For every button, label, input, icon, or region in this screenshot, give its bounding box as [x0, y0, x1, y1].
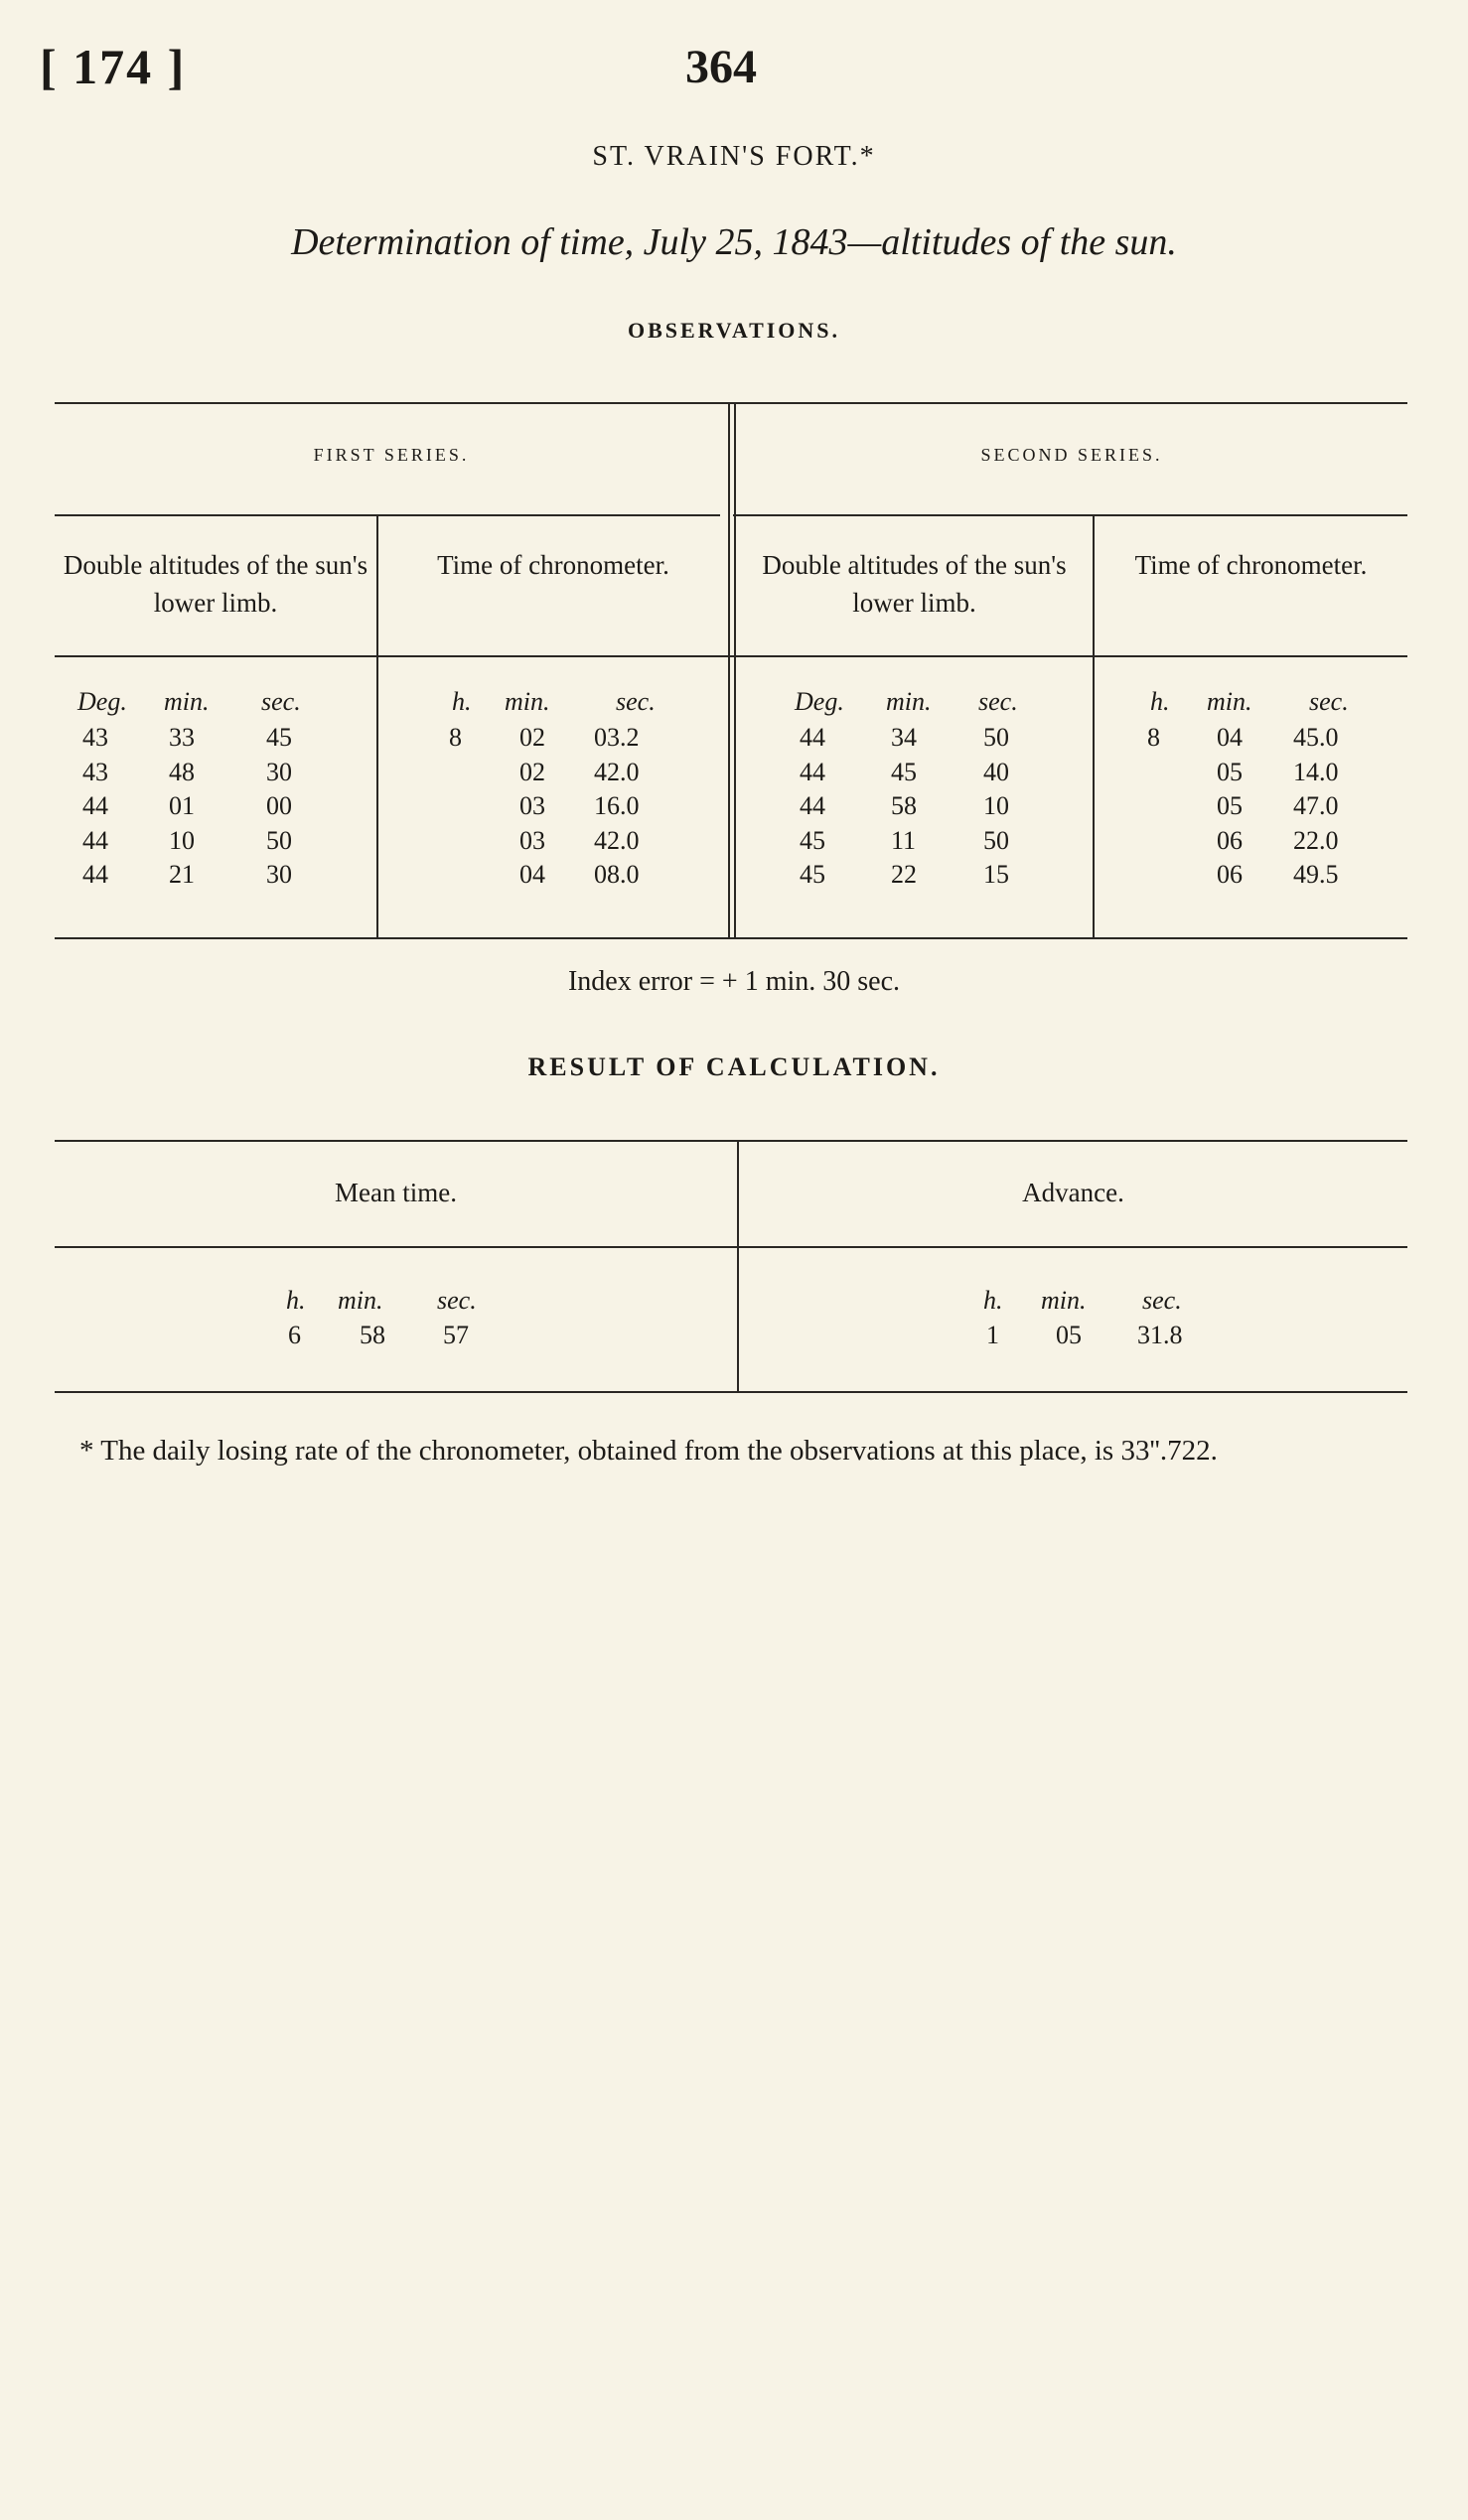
table-cell: 45	[800, 825, 825, 855]
table-cell: 45	[891, 757, 917, 786]
table-cell: 42.0	[594, 757, 640, 786]
advance-unit-sec: sec.	[1142, 1286, 1182, 1315]
table-cell: 01	[169, 791, 195, 820]
mean-time-header: Mean time.	[335, 1178, 457, 1207]
table-cell: 8	[449, 723, 462, 752]
table-cell: 30	[266, 757, 292, 786]
result-bottom-rule	[55, 1391, 1407, 1393]
unit-sec: sec.	[1309, 687, 1349, 716]
table-cell: 43	[82, 723, 108, 752]
table-cell: 22.0	[1293, 825, 1339, 855]
result-header-rule	[55, 1246, 1407, 1248]
table-cell: 44	[82, 860, 108, 889]
index-error: Index error = + 1 min. 30 sec.	[567, 966, 901, 997]
table-cell: 10	[169, 825, 195, 855]
unit-min: min.	[1207, 687, 1252, 716]
table-cell: 44	[800, 791, 825, 820]
table-cell: 45	[800, 860, 825, 889]
table-cell: 34	[891, 723, 917, 752]
unit-min: min.	[886, 687, 932, 716]
second-altitude-header: Double altitudes of the sun's lower limb.	[762, 550, 1067, 618]
page-bracket-number: [ 174 ]	[40, 39, 187, 94]
table-cell: 21	[169, 860, 195, 889]
result-heading: RESULT OF CALCULATION.	[527, 1052, 941, 1081]
mean-min: 58	[360, 1321, 385, 1349]
table-cell: 44	[800, 757, 825, 786]
table-cell: 16.0	[594, 791, 640, 820]
first-altitude-header: Double altitudes of the sun's lower limb.	[63, 550, 368, 618]
table-cell: 42.0	[594, 825, 640, 855]
table-cell: 48	[169, 757, 195, 786]
mean-sec: 57	[443, 1321, 469, 1349]
table-cell: 44	[82, 791, 108, 820]
table-cell: 47.0	[1293, 791, 1339, 820]
table-cell: 00	[266, 791, 292, 820]
unit-h: h.	[1150, 687, 1170, 716]
table-cell: 45.0	[1293, 723, 1339, 752]
table-cell: 50	[266, 825, 292, 855]
table-cell: 8	[1147, 723, 1160, 752]
mean-h: 6	[288, 1321, 301, 1349]
table-cell: 05	[1217, 757, 1243, 786]
advance-unit-h: h.	[983, 1286, 1003, 1315]
unit-deg: Deg.	[77, 687, 127, 716]
table-cell: 06	[1217, 860, 1243, 889]
page-subtitle: Determination of time, July 25, 1843—altitudes of the sun.	[291, 221, 1177, 263]
table-cell: 40	[983, 757, 1009, 786]
table-cell: 49.5	[1293, 860, 1339, 889]
mean-unit-sec: sec.	[437, 1286, 477, 1315]
page-title: ST. VRAIN'S FORT.*	[592, 141, 876, 172]
table-cell: 03	[519, 791, 545, 820]
table-cell: 02	[519, 757, 545, 786]
series-rule-left	[55, 514, 720, 516]
page-number: 364	[685, 41, 757, 93]
first-series-label: FIRST SERIES.	[313, 445, 470, 465]
table-cell: 50	[983, 723, 1009, 752]
unit-deg: Deg.	[795, 687, 844, 716]
table-cell: 04	[1217, 723, 1243, 752]
table-cell: 03	[519, 825, 545, 855]
second-time-header: Time of chronometer.	[1134, 550, 1368, 580]
table-cell: 44	[800, 723, 825, 752]
table-cell: 44	[82, 825, 108, 855]
advance-min: 05	[1056, 1321, 1082, 1349]
table-cell: 02	[519, 723, 545, 752]
mean-unit-h: h.	[286, 1286, 306, 1315]
unit-sec: sec.	[616, 687, 656, 716]
table-cell: 43	[82, 757, 108, 786]
table-cell: 45	[266, 723, 292, 752]
unit-sec: sec.	[261, 687, 301, 716]
unit-h: h.	[452, 687, 472, 716]
result-top-rule	[55, 1140, 1407, 1142]
table-cell: 08.0	[594, 860, 640, 889]
advance-header: Advance.	[1022, 1178, 1124, 1207]
advance-h: 1	[986, 1321, 999, 1349]
table-cell: 04	[519, 860, 545, 889]
table-cell: 22	[891, 860, 917, 889]
unit-min: min.	[164, 687, 210, 716]
table-cell: 14.0	[1293, 757, 1339, 786]
footnote: * The daily losing rate of the chronometer, obtained from the observations at this place, is 33''.722.	[79, 1435, 1218, 1467]
table-cell: 10	[983, 791, 1009, 820]
table-cell: 15	[983, 860, 1009, 889]
table-cell: 05	[1217, 791, 1243, 820]
table-cell: 03.2	[594, 723, 640, 752]
table-top-rule	[55, 402, 1407, 404]
first-time-header: Time of chronometer.	[437, 550, 669, 580]
series-rule-right	[733, 514, 1407, 516]
table-cell: 33	[169, 723, 195, 752]
center-divider	[728, 402, 730, 938]
header-bottom-rule	[55, 655, 1407, 657]
table-cell: 06	[1217, 825, 1243, 855]
second-series-label: SECOND SERIES.	[980, 445, 1163, 465]
table-cell: 11	[891, 825, 917, 855]
center-divider-double	[734, 402, 736, 938]
unit-min: min.	[505, 687, 550, 716]
observations-heading: OBSERVATIONS.	[627, 318, 841, 343]
table-cell: 30	[266, 860, 292, 889]
table-bottom-rule	[55, 937, 1407, 939]
mean-unit-min: min.	[338, 1286, 383, 1315]
unit-sec: sec.	[978, 687, 1018, 716]
table-cell: 50	[983, 825, 1009, 855]
advance-sec: 31.8	[1137, 1321, 1183, 1349]
table-cell: 58	[891, 791, 917, 820]
advance-unit-min: min.	[1041, 1286, 1087, 1315]
